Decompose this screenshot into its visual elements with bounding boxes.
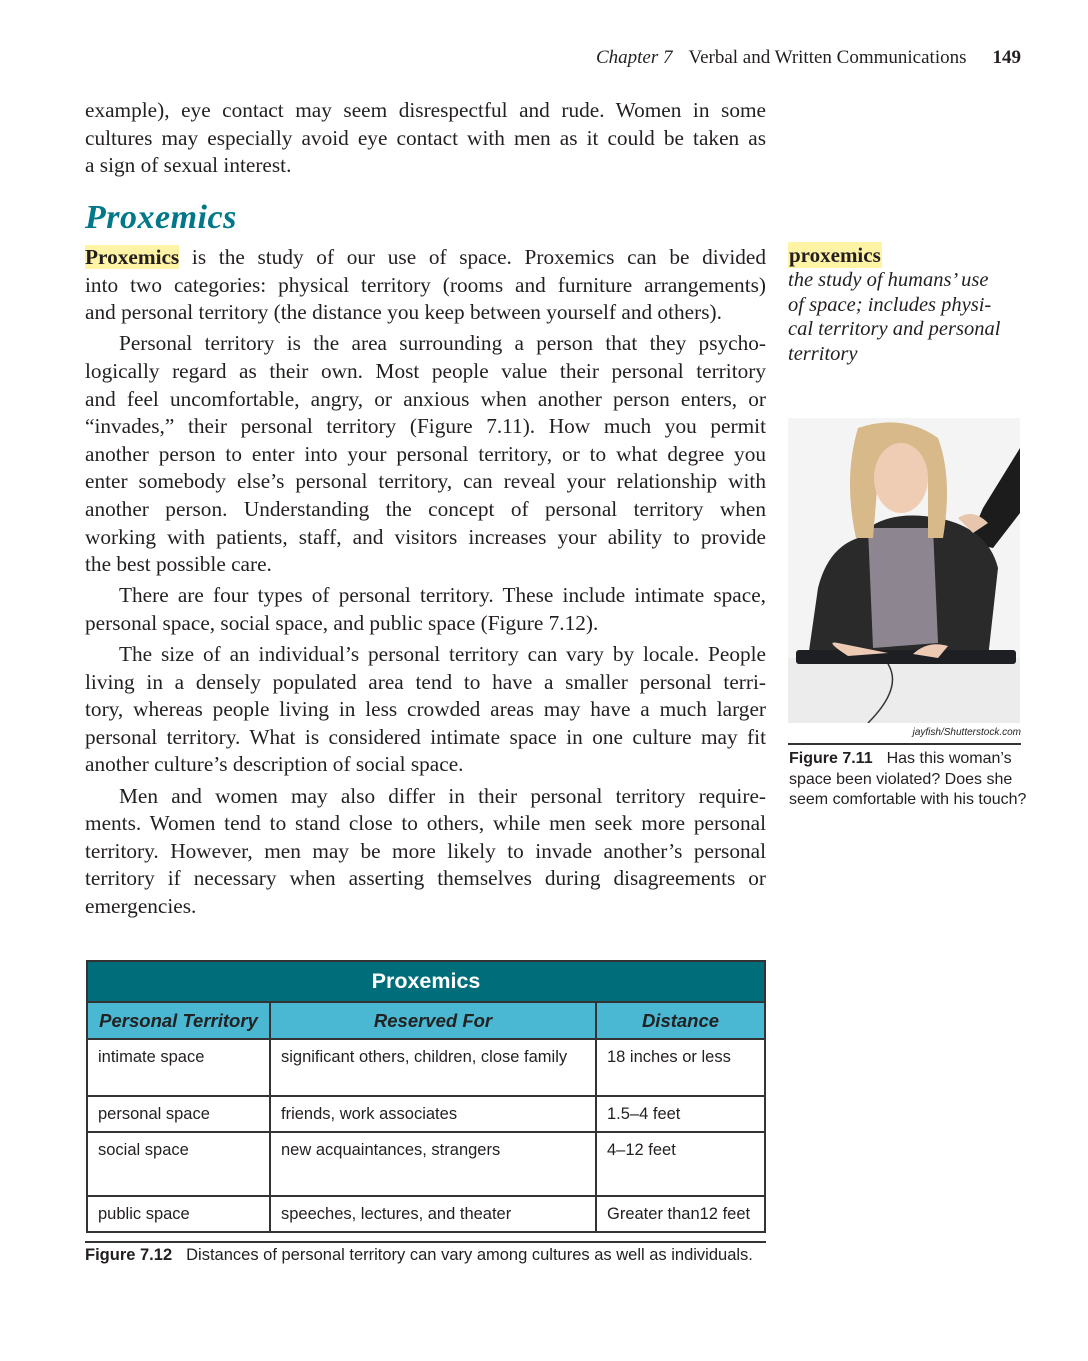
- line-text: is the study of our use of space. Proxemics can be divided: [179, 245, 766, 269]
- table-row: [87, 1096, 765, 1132]
- text-line: working with patients, staff, and visitors increases your ability to provide: [85, 524, 766, 549]
- photo-credit: jayfish/Shutterstock.com: [912, 727, 1021, 738]
- text-line: “invades,” their personal territory (Figure 7.11). How much you permit: [85, 414, 766, 439]
- table-row: [87, 1039, 765, 1096]
- cell: significant others, children, close family: [270, 1039, 596, 1096]
- paragraph: [85, 97, 766, 180]
- figure-caption-text: Has this woman’s space been violated? Does she seem comfortable with his touch?: [789, 750, 1027, 809]
- definition-line: cal territory and personal: [788, 318, 1001, 340]
- running-header: [596, 47, 1021, 69]
- text-line: ments. Women tend to stand close to others, while men seek more personal: [85, 811, 766, 836]
- text-line: logically regard as their own. Most people value their personal territory: [85, 358, 766, 383]
- column-header: Reserved For: [270, 1002, 596, 1039]
- cell: Greater than12 feet: [596, 1196, 765, 1232]
- definition-line: territory: [788, 342, 858, 365]
- paragraph: [85, 783, 766, 921]
- body-text: [85, 244, 766, 924]
- definition-line: the study of humans’ use: [788, 269, 989, 291]
- figure-label: Figure 7.11: [789, 750, 873, 767]
- text-line: example), eye contact may seem disrespectful and rude. Women in some: [85, 98, 766, 122]
- text-line: cultures may especially avoid eye contact with men as it could be taken as: [85, 125, 766, 150]
- text-line: emergencies.: [85, 894, 197, 919]
- cell: intimate space: [87, 1039, 270, 1096]
- table-title: Proxemics: [87, 961, 765, 1002]
- figure-caption-text: Distances of personal territory can vary among cultures as well as individuals.: [186, 1246, 753, 1264]
- text-line: There are four types of personal territory. These include intimate space,: [119, 583, 766, 608]
- key-term: Proxemics: [85, 245, 180, 269]
- chapter-label: Chapter 7: [595, 47, 673, 68]
- chapter-title: Verbal and Written Communications: [688, 47, 967, 68]
- paragraph: [85, 244, 766, 327]
- text-line: Personal territory is the area surrounding a person that they psycho-: [119, 331, 766, 356]
- text-line: territory if necessary when asserting themselves during disagreements or: [85, 866, 766, 891]
- cell: personal space: [87, 1096, 270, 1132]
- section-heading: Proxemics: [85, 199, 237, 236]
- figure-caption: [85, 1246, 753, 1265]
- cell: 4–12 feet: [596, 1132, 765, 1196]
- text-line: and personal territory (the distance you keep between yourself and others).: [85, 300, 722, 325]
- cell: public space: [87, 1196, 270, 1232]
- column-header: Personal Territory: [87, 1002, 270, 1039]
- column-header: Distance: [596, 1002, 765, 1039]
- text-line: the best possible care.: [85, 552, 272, 577]
- table-row: [87, 1196, 765, 1232]
- text-line: tory, whereas people living in less crowded areas may have a much larger: [85, 697, 766, 722]
- text-line: another person to enter into your personal territory, or to what degree you: [85, 441, 766, 466]
- text-line: another culture’s description of social space.: [85, 752, 464, 777]
- text-line: into two categories: physical territory (rooms and furniture arrangements): [85, 272, 766, 297]
- caption-rule: [85, 1241, 766, 1243]
- paragraph: [85, 330, 766, 578]
- page-number: 149: [992, 47, 1021, 68]
- figure-7-11-photo: [788, 418, 1020, 723]
- caption-rule: [788, 743, 1021, 745]
- glossary-definition: [788, 268, 1023, 366]
- cell: 18 inches or less: [596, 1039, 765, 1096]
- text-line: another person. Understanding the concept of personal territory when: [85, 496, 766, 521]
- cell: speeches, lectures, and theater: [270, 1196, 596, 1232]
- text-line: a sign of sexual interest.: [85, 153, 292, 178]
- text-line: territory. However, men may be more likely to invade another’s personal: [85, 838, 766, 863]
- definition-line: of space; includes physi-: [788, 293, 992, 316]
- text-line: personal territory. What is considered intimate space in one culture may fit: [85, 724, 766, 749]
- figure-label: Figure 7.12: [85, 1246, 173, 1264]
- text-line: The size of an individual’s personal territory can vary by locale. People: [119, 642, 766, 667]
- text-line: Men and women may also differ in their personal territory require-: [119, 783, 766, 808]
- proxemics-table: [86, 960, 766, 1233]
- glossary-term: proxemics: [789, 243, 881, 267]
- cell: friends, work associates: [270, 1096, 596, 1132]
- cell: 1.5–4 feet: [596, 1096, 765, 1132]
- paragraph: [85, 582, 766, 637]
- text-line: [85, 244, 766, 272]
- text-line: and feel uncomfortable, angry, or anxious when another person enters, or: [85, 386, 766, 411]
- margin-glossary: [788, 242, 1023, 366]
- paragraph: [85, 641, 766, 779]
- text-line: enter somebody else’s personal territory, can reveal your relationship with: [85, 469, 766, 494]
- body-paragraph: [85, 97, 766, 183]
- text-line: living in a densely populated area tend to have a smaller personal terri-: [85, 669, 766, 694]
- table-row: [87, 1132, 765, 1196]
- cell: new acquaintances, strangers: [270, 1132, 596, 1196]
- text-line: personal space, social space, and public space (Figure 7.12).: [85, 610, 599, 635]
- cell: social space: [87, 1132, 270, 1196]
- figure-caption: [789, 749, 1029, 811]
